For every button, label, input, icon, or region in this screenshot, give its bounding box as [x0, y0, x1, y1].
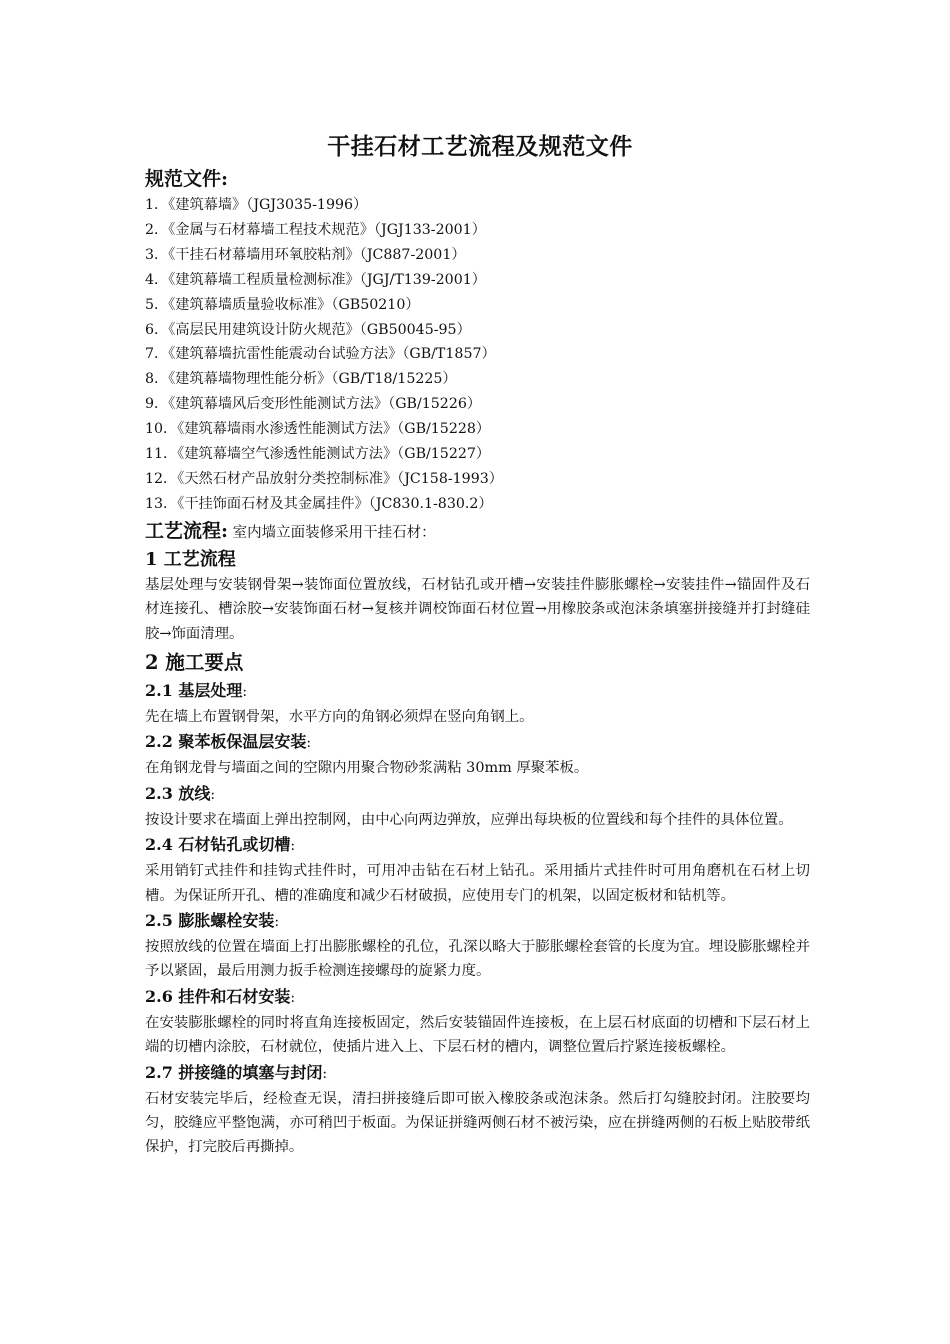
step-heading-row — [145, 984, 810, 1011]
standard-item: 1．《建筑幕墙》（JGJ3035-1996） — [145, 197, 368, 213]
standard-item: 2．《金属与石材幕墙工程技术规范》（JGJ133-2001） — [145, 221, 486, 238]
step-heading: 2.5 膨胀螺栓安装 — [145, 911, 275, 931]
step-text: 在角钢龙骨与墙面之间的空隙内用聚合物砂浆满粘 30mm 厚聚苯板。 — [145, 760, 589, 777]
section1-heading: 1 工艺流程 — [145, 548, 236, 570]
standard-item: 11．《建筑幕墙空气渗透性能测试方法》（GB/15227） — [145, 446, 491, 463]
step-text: 先在墙上布置钢骨架，水平方向的角钢必须焊在竖向角钢上。 — [145, 709, 534, 725]
standards-heading: 规范文件: — [145, 168, 229, 190]
step-heading: 2.1 基层处理 — [145, 681, 243, 700]
process-heading: 工艺流程: — [145, 519, 229, 542]
standard-item: 5．《建筑幕墙质量验收标准》（GB50210） — [145, 296, 420, 313]
step-text: 按设计要求在墙面上弹出控制网，由中心向两边弹放，应弹出每块板的位置线和每个挂件的具体位置。 — [145, 811, 793, 828]
step-heading-row — [145, 781, 810, 808]
standard-item: 12．《天然石材产品放射分类控制标准》（JC158-1993） — [145, 470, 503, 487]
standard-item: 4．《建筑幕墙工程质量检测标准》（JGJ/T139-2001） — [145, 271, 486, 288]
section1-text: 基层处理与安装钢骨架→装饰面位置放线，石材钻孔或开槽→安装挂件膨胀螺栓→安装挂件→锚固件及石材连接孔、槽涂胶→安装饰面石材→复核并调校饰面石材位置→用橡胶条或泡沫条填塞拼接缝并打封缝硅胶→饰面清理。 — [145, 576, 810, 642]
step-heading-row — [145, 678, 810, 705]
document-title: 干挂石材工艺流程及规范文件 — [327, 133, 633, 160]
step-heading: 2.4 石材钻孔或切槽 — [145, 835, 291, 855]
standard-item: 8．《建筑幕墙物理性能分析》（GB/T18/15225） — [145, 371, 457, 388]
step-heading-row — [145, 832, 810, 859]
standard-item: 7．《建筑幕墙抗雷性能震动台试验方法》（GB/T1857） — [145, 346, 496, 363]
standard-item: 9．《建筑幕墙风后变形性能测试方法》（GB/15226） — [145, 396, 482, 413]
step-heading-row — [145, 729, 810, 756]
step-heading-row — [145, 908, 810, 935]
standards-list — [145, 193, 810, 517]
standard-item: 13．《干挂饰面石材及其金属挂件》（JC830.1-830.2） — [145, 495, 493, 512]
step-colon: : — [242, 684, 248, 700]
step-heading: 2.2 聚苯板保温层安装 — [145, 732, 307, 752]
step-text: 在安装膨胀螺栓的同时将直角连接板固定，然后安装锚固件连接板，在上层石材底面的切槽和下层石材上端的切槽内涂胶，石材就位，使插片进入上、下层石材的槽内，调整位置后拧紧连接板螺栓。 — [145, 1014, 810, 1056]
step-text: 按照放线的位置在墙面上打出膨胀螺栓的孔位，孔深以略大于膨胀螺栓套管的长度为宜。埋设膨胀螺栓并予以紧固，最后用测力扳手检测连接螺母的旋紧力度。 — [145, 939, 810, 980]
section2-heading: 2 施工要点 — [145, 651, 244, 674]
step-colon: : — [322, 1065, 328, 1082]
process-heading-row — [145, 517, 810, 547]
process-note: 室内墙立面装修采用干挂石材： — [228, 524, 436, 541]
step-text: 石材安装完毕后，经检查无误，清扫拼接缝后即可嵌入橡胶条或泡沫条。然后打勾缝胶封闭。注胶要均匀，胶缝应平整饱满，亦可稍凹于板面。为保证拼缝两侧石材不被污染，应在拼缝两侧的石板上贴胶带纸保护，打完胶后再撕掉。 — [145, 1090, 810, 1156]
step-text: 采用销钉式挂件和挂钩式挂件时，可用冲击钻在石材上钻孔。采用插片式挂件时可用角磨机在石材上切槽。为保证所开孔、槽的准确度和减少石材破损，应使用专门的机架，以固定板材和钻机等。 — [145, 863, 810, 904]
standard-item: 10．《建筑幕墙雨水渗透性能测试方法》（GB/15228） — [145, 421, 491, 438]
step-colon: : — [290, 989, 296, 1006]
step-heading: 2.6 挂件和石材安装 — [145, 986, 291, 1006]
step-heading-row — [145, 1060, 810, 1087]
standard-item: 3．《干挂石材幕墙用环氧胶粘剂》（JC887-2001） — [145, 246, 466, 263]
step-heading: 2.7 拼接缝的填塞与封闭 — [145, 1062, 323, 1082]
step-colon: : — [290, 838, 296, 855]
step-colon: : — [306, 735, 312, 752]
step-heading: 2.3 放线 — [145, 783, 211, 803]
standard-item: 6．《高层民用建筑设计防火规范》（GB50045-95） — [145, 321, 471, 338]
document-page — [145, 128, 810, 1160]
step-colon: : — [274, 914, 280, 931]
step-colon: : — [210, 786, 216, 803]
